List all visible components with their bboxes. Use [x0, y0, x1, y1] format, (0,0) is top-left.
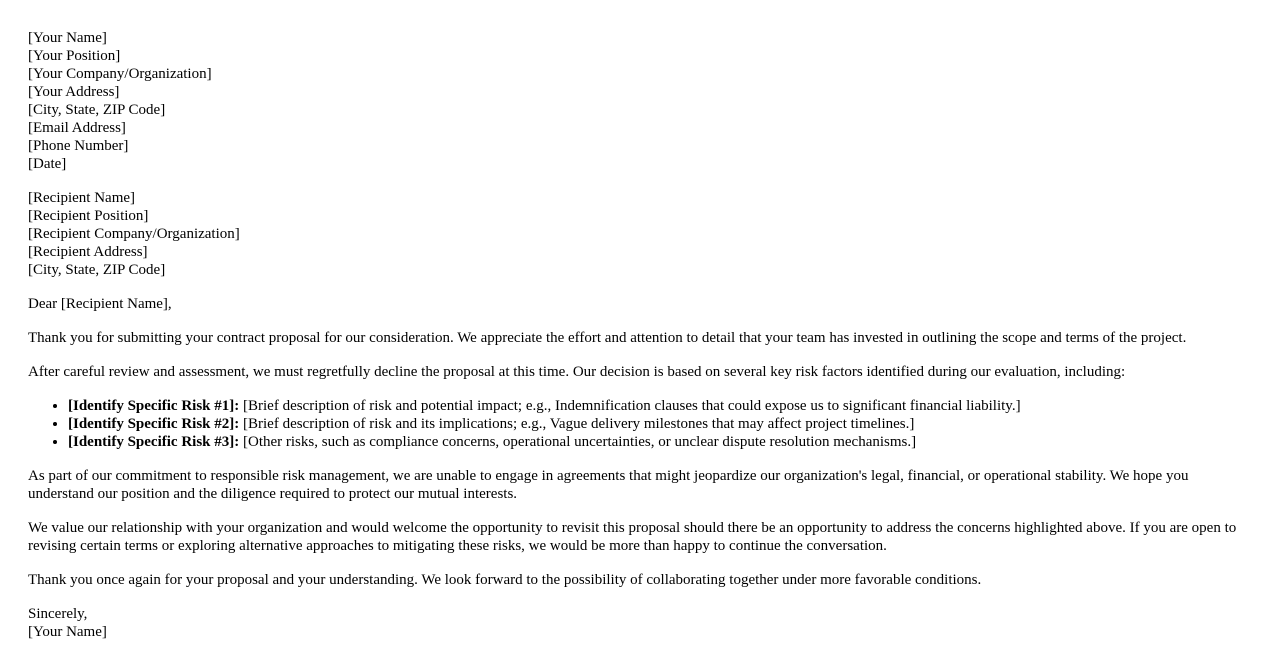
paragraph-commitment: As part of our commitment to responsible risk management, we are unable to engage in agreements that might jeopardize our organization's legal, financial, or operational stability. We hope you understand our position and the diligence required to protect our mutual interests. — [28, 468, 1189, 502]
list-item — [68, 415, 1250, 433]
risk-label: [Identify Specific Risk #3]: — [68, 434, 240, 450]
paragraph-relationship: We value our relationship with your organization and would welcome the opportunity to revisit this proposal should there be an opportunity to address the concerns highlighted above. If you are open to revising certain terms or exploring alternative approaches to mitigating these risks, we would be more than happy to continue the conversation. — [28, 520, 1237, 554]
recipient-company: [Recipient Company/Organization] — [28, 226, 240, 242]
recipient-block — [28, 189, 1250, 279]
risk-text: [Brief description of risk and potential impact; e.g., Indemnification clauses that could expose us to significant financial liability.] — [239, 398, 1021, 414]
sender-company: [Your Company/Organization] — [28, 66, 212, 82]
recipient-address: [Recipient Address] — [28, 244, 148, 260]
risk-text: [Brief description of risk and its implications; e.g., Vague delivery milestones that may affect project timelines.] — [239, 416, 915, 432]
paragraph-decline: After careful review and assessment, we must regretfully decline the proposal at this time. Our decision is based on several key risk factors identified during our evaluation, including: — [28, 364, 1126, 380]
sender-email: [Email Address] — [28, 120, 126, 136]
paragraph-closing-thanks: Thank you once again for your proposal and your understanding. We look forward to the possibility of collaborating together under more favorable conditions. — [28, 572, 982, 588]
list-item — [68, 433, 1250, 451]
sender-block — [28, 29, 1250, 173]
risk-label: [Identify Specific Risk #1]: — [68, 398, 240, 414]
sender-city-state-zip: [City, State, ZIP Code] — [28, 102, 166, 118]
signature-name: [Your Name] — [28, 624, 107, 640]
sender-name: [Your Name] — [28, 30, 107, 46]
closing-block — [28, 605, 1250, 641]
risk-list — [28, 397, 1250, 451]
recipient-position: [Recipient Position] — [28, 208, 149, 224]
letter-date: [Date] — [28, 156, 67, 172]
salutation: Dear [Recipient Name], — [28, 296, 172, 312]
recipient-city-state-zip: [City, State, ZIP Code] — [28, 262, 166, 278]
risk-text: [Other risks, such as compliance concerns, operational uncertainties, or unclear dispute resolution mechanisms.] — [239, 434, 917, 450]
sender-address: [Your Address] — [28, 84, 120, 100]
signoff: Sincerely, — [28, 606, 88, 622]
sender-phone: [Phone Number] — [28, 138, 129, 154]
risk-label: [Identify Specific Risk #2]: — [68, 416, 240, 432]
paragraph-thanks: Thank you for submitting your contract proposal for our consideration. We appreciate the effort and attention to detail that your team has invested in outlining the scope and terms of the project. — [28, 330, 1187, 346]
sender-position: [Your Position] — [28, 48, 121, 64]
list-item — [68, 397, 1250, 415]
recipient-name: [Recipient Name] — [28, 190, 136, 206]
